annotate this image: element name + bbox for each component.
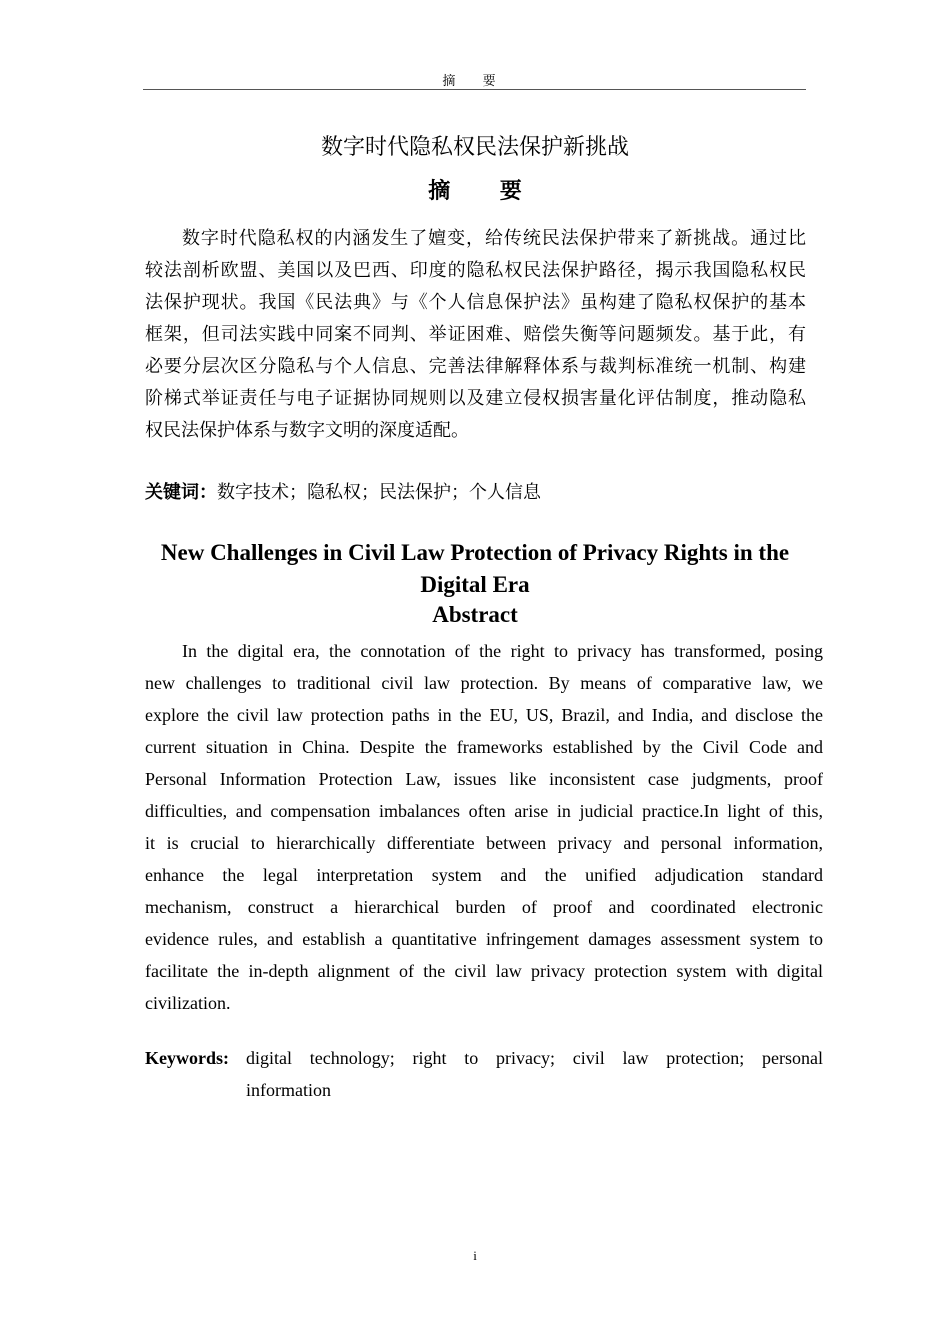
english-abstract-line: it is crucial to hierarchically differentiate between privacy and personal information,	[145, 833, 823, 853]
chinese-title: 数字时代隐私权民法保护新挑战	[320, 134, 629, 159]
chinese-abstract-line: 必要分层次区分隐私与个人信息、完善法律解释体系与裁判标准统一机制、构建	[145, 356, 806, 376]
header-rule	[143, 89, 806, 90]
chinese-abstract-line: 较法剖析欧盟、美国以及巴西、印度的隐私权民法保护路径，揭示我国隐私权民	[145, 260, 806, 280]
chinese-abstract-line: 框架，但司法实践中同案不同判、举证困难、赔偿失衡等问题频发。基于此，有	[145, 324, 806, 344]
english-keywords-line: digital technology; right to privacy; civil law protection; personal	[246, 1048, 823, 1068]
chinese-abstract-body	[145, 222, 806, 446]
chinese-abstract-line: 权民法保护体系与数字文明的深度适配。	[145, 420, 469, 440]
english-title-line: Digital Era	[420, 572, 530, 597]
chinese-keywords-value: 数字技术；隐私权；民法保护；个人信息	[217, 482, 541, 502]
english-keywords-label: Keywords:	[145, 1048, 229, 1068]
chinese-abstract-line: 数字时代隐私权的内涵发生了嬗变，给传统民法保护带来了新挑战。通过比	[182, 228, 806, 248]
english-abstract-line: new challenges to traditional civil law protection. By means of comparative law, we	[145, 673, 823, 693]
page-number: i	[473, 1248, 477, 1263]
english-abstract-line: mechanism, construct a hierarchical burden of proof and coordinated electronic	[145, 897, 823, 917]
english-abstract-line: enhance the legal interpretation system and the unified adjudication standard	[145, 865, 823, 885]
chinese-abstract-line: 阶梯式举证责任与电子证据协同规则以及建立侵权损害量化评估制度，推动隐私	[145, 388, 806, 408]
english-abstract-line: civilization.	[145, 993, 231, 1013]
english-abstract-line: explore the civil law protection paths in the EU, US, Brazil, and India, and disclose the	[145, 705, 823, 725]
running-header: 摘 要	[442, 73, 508, 88]
english-abstract-line: facilitate the in-depth alignment of the civil law privacy protection system with digital	[145, 961, 823, 981]
chinese-keywords	[145, 476, 541, 508]
chinese-keywords-label: 关键词：	[145, 482, 217, 502]
english-title-line: New Challenges in Civil Law Protection of Privacy Rights in the	[160, 540, 790, 565]
english-abstract-line: evidence rules, and establish a quantitative infringement damages assessment system to	[145, 929, 823, 949]
chinese-abstract-line: 法保护现状。我国《民法典》与《个人信息保护法》虽构建了隐私权保护的基本	[145, 292, 806, 312]
english-abstract-line: Personal Information Protection Law, issues like inconsistent case judgments, proof	[145, 769, 823, 789]
english-title	[0, 537, 950, 601]
english-abstract-heading: Abstract	[432, 602, 518, 627]
english-abstract-line: difficulties, and compensation imbalances often arise in judicial practice.In light of this,	[145, 801, 823, 821]
english-abstract-line: In the digital era, the connotation of the right to privacy has transformed, posing	[182, 641, 823, 661]
english-keywords-line: information	[246, 1080, 331, 1100]
english-abstract-line: current situation in China. Despite the frameworks established by the Civil Code and	[145, 737, 823, 757]
english-abstract-body	[145, 635, 823, 1019]
chinese-abstract-heading: 摘 要	[428, 178, 544, 203]
